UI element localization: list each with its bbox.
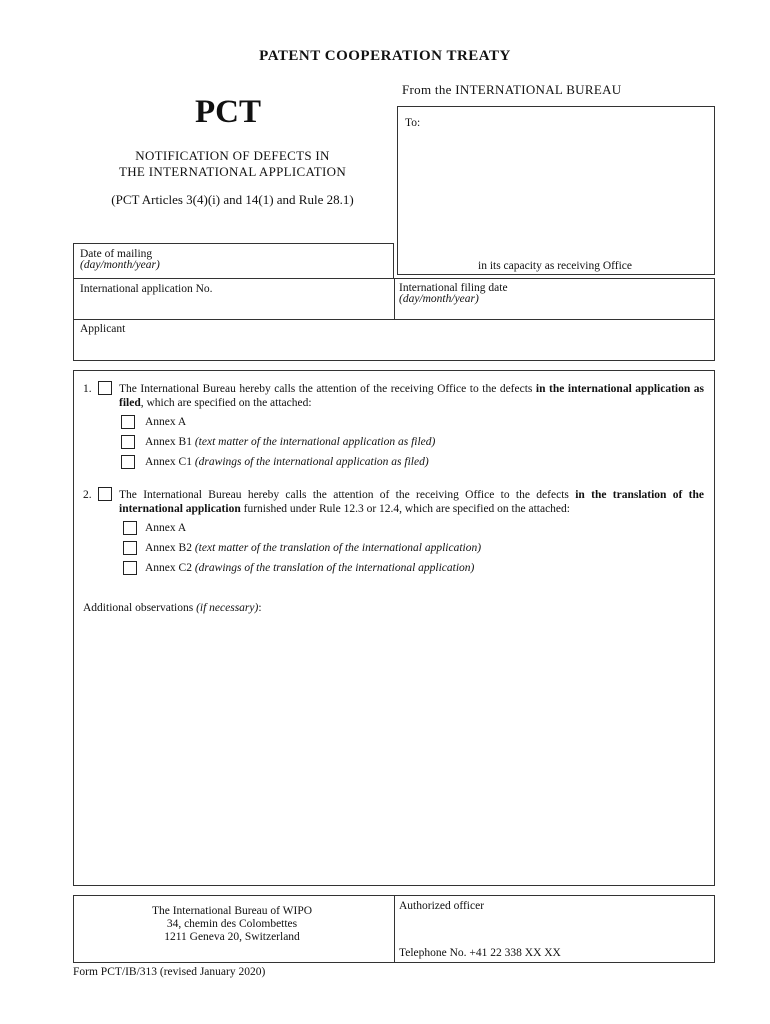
defects-body xyxy=(73,370,715,886)
annex-a-label-2: Annex A xyxy=(145,522,187,534)
authorized-officer-field[interactable] xyxy=(395,896,714,962)
section-2-text xyxy=(119,488,704,516)
pct-logo: PCT xyxy=(195,94,261,130)
application-details-row xyxy=(73,278,715,320)
address-line-3: 1211 Geneva 20, Switzerland xyxy=(164,931,300,943)
international-application-no-label: International application No. xyxy=(80,283,213,295)
receiving-office-capacity: in its capacity as receiving Office xyxy=(478,260,633,272)
notification-title xyxy=(80,148,385,180)
annex-b2-checkbox[interactable] xyxy=(123,541,137,555)
section-1-checkbox[interactable] xyxy=(98,381,112,395)
additional-observations-label: Additional observations (if necessary): xyxy=(83,602,262,614)
annex-c2-checkbox[interactable] xyxy=(123,561,137,575)
telephone-number: Telephone No. +41 22 338 XX XX xyxy=(399,947,561,959)
section-2-number: 2. xyxy=(83,489,92,501)
annex-a-label-1: Annex A xyxy=(145,416,187,428)
notification-line-2: THE INTERNATIONAL APPLICATION xyxy=(118,164,347,179)
international-filing-date-field[interactable] xyxy=(395,279,714,319)
annex-b1-label: Annex B1 (text matter of the international application as filed) xyxy=(145,436,436,448)
section-1-number: 1. xyxy=(83,383,92,395)
footer-box xyxy=(73,895,715,963)
section-2-checkbox[interactable] xyxy=(98,487,112,501)
address-line-2: 34, chemin des Colombettes xyxy=(166,918,298,930)
international-application-no-field[interactable] xyxy=(74,279,395,319)
wipo-address-block xyxy=(74,896,395,962)
annex-a-checkbox-2[interactable] xyxy=(123,521,137,535)
section-1-text xyxy=(119,382,704,410)
authorized-officer-label: Authorized officer xyxy=(399,900,485,912)
date-of-mailing-format: (day/month/year) xyxy=(80,259,160,271)
section-2-text-end: furnished under Rule 12.3 or 12.4, which are specified on the attached: xyxy=(240,503,570,515)
annex-c2-label: Annex C2 (drawings of the translation of the international application) xyxy=(145,562,475,574)
applicant-field[interactable] xyxy=(73,319,715,361)
annex-c1-checkbox[interactable] xyxy=(121,455,135,469)
form-identifier: Form PCT/IB/313 (revised January 2020) xyxy=(73,966,266,978)
annex-b1-checkbox[interactable] xyxy=(121,435,135,449)
date-of-mailing-field[interactable] xyxy=(73,243,394,279)
section-2-text-plain: The International Bureau hereby calls the attention of the receiving Office to the defects xyxy=(119,489,576,501)
annex-b2-label: Annex B2 (text matter of the translation of the international application) xyxy=(145,542,482,554)
addressee-box[interactable] xyxy=(397,106,715,275)
filing-date-label: International filing date xyxy=(399,282,508,294)
section-2-text-bold: in the translation of the international application xyxy=(119,489,705,515)
section-1-text-end: , which are specified on the attached: xyxy=(140,397,312,409)
form-title: PATENT COOPERATION TREATY xyxy=(259,48,511,64)
to-label: To: xyxy=(405,117,421,129)
section-1-text-bold: in the international application as filed xyxy=(119,383,704,409)
additional-observations-area[interactable] xyxy=(74,619,714,885)
annex-a-checkbox-1[interactable] xyxy=(121,415,135,429)
date-of-mailing-label: Date of mailing xyxy=(80,248,153,260)
section-1-text-plain: The International Bureau hereby calls the attention of the receiving Office to the defects xyxy=(119,383,536,395)
notification-line-1: NOTIFICATION OF DEFECTS IN xyxy=(135,148,330,163)
filing-date-format: (day/month/year) xyxy=(399,293,479,305)
articles-reference: (PCT Articles 3(4)(i) and 14(1) and Rule 28.1) xyxy=(111,192,354,207)
sender-line: From the INTERNATIONAL BUREAU xyxy=(402,82,622,97)
annex-c1-label: Annex C1 (drawings of the international application as filed) xyxy=(145,456,429,468)
applicant-label: Applicant xyxy=(80,323,126,335)
address-line-1: The International Bureau of WIPO xyxy=(151,905,313,917)
